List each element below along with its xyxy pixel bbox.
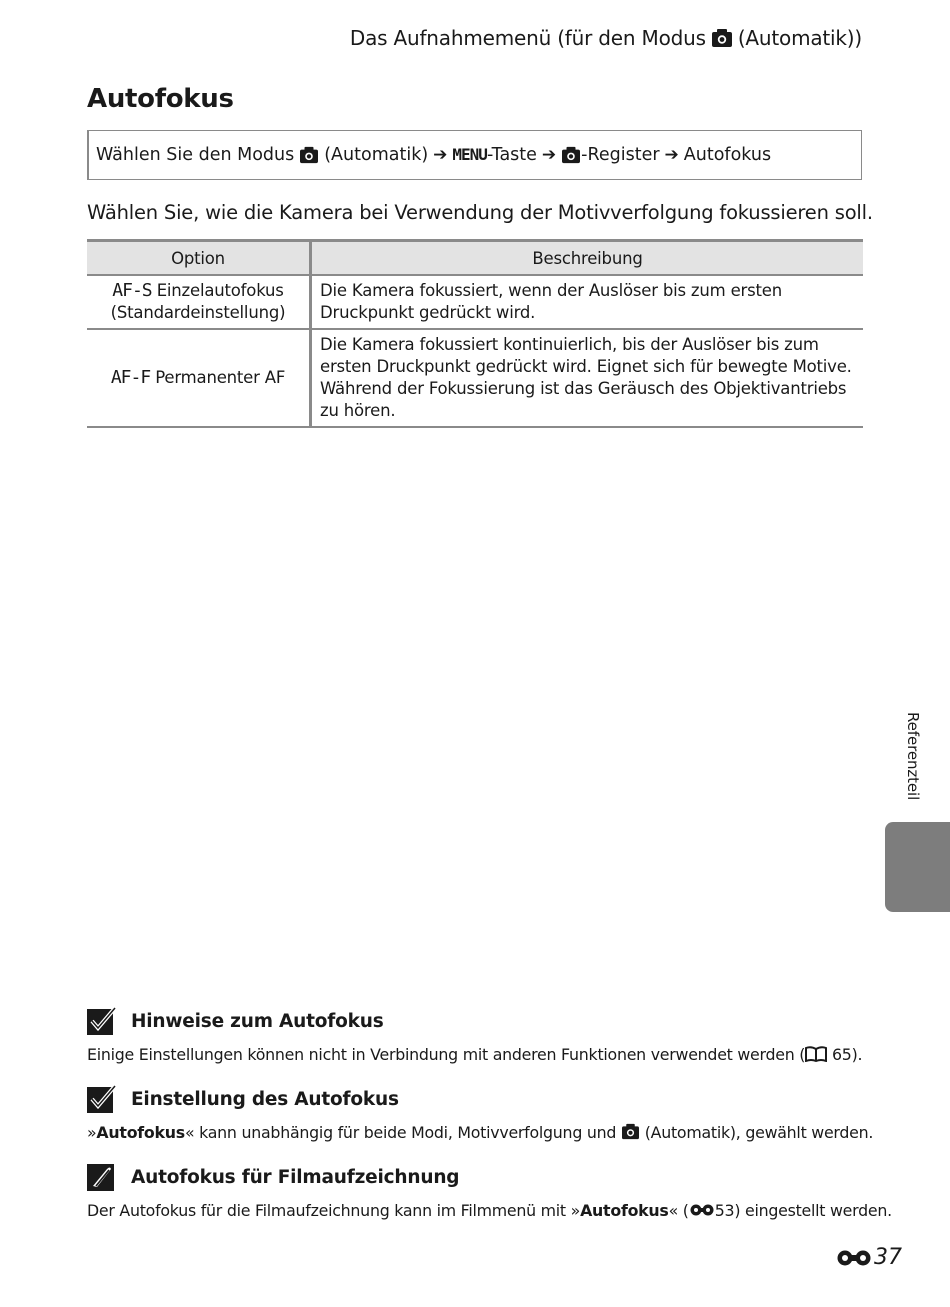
header-title-prefix: Das Aufnahmemenü (für den Modus (349, 26, 706, 50)
option-cell (87, 329, 311, 427)
check-icon (87, 1007, 117, 1035)
column-header-description: Beschreibung (311, 241, 864, 276)
intro-text: Wählen Sie, wie die Kamera bei Verwendung der Motivverfolgung fokussieren soll. (87, 201, 873, 224)
option-name: Einzelautofokus (156, 281, 284, 300)
column-header-option: Option (87, 241, 311, 276)
book-icon (805, 1046, 827, 1062)
note-text: ). (851, 1045, 863, 1064)
af-f-icon: AF-F (110, 367, 151, 388)
note-text: Der Autofokus für die Filmaufzeichnung kann im Filmmenü mit » (87, 1201, 581, 1220)
note-text: « kann unabhängig für beide Modi, Motivverfolgung und (184, 1123, 617, 1142)
camera-icon (711, 28, 733, 48)
page-reference: 65 (831, 1045, 852, 1064)
note-bold-term: Autofokus (96, 1123, 185, 1142)
option-sub: (Standardeinstellung) (110, 303, 286, 322)
arrow-right-icon: ➔ (433, 145, 448, 165)
table-row (87, 329, 863, 427)
pencil-icon (87, 1163, 117, 1191)
menu-path-text-4: -Register (581, 145, 660, 165)
note-body (87, 1201, 892, 1220)
note-text: (Automatik), gewählt werden. (644, 1123, 874, 1142)
camera-tab-icon (561, 146, 581, 164)
af-s-icon: AF-S (112, 280, 152, 301)
check-icon (87, 1085, 117, 1113)
menu-key: MENU (452, 145, 487, 164)
arrow-right-icon: ➔ (541, 145, 557, 165)
reference-section-icon (689, 1203, 715, 1217)
note-title: Autofokus für Filmaufzeichnung (131, 1166, 460, 1188)
page-number-value: 37 (874, 1245, 902, 1270)
menu-path-text-5: Autofokus (683, 145, 772, 165)
note-title: Hinweise zum Autofokus (131, 1010, 384, 1032)
page-title: Autofokus (87, 84, 234, 114)
menu-path-box (87, 130, 862, 180)
option-name: Permanenter AF (155, 368, 286, 387)
menu-path-text-3: -Taste (486, 145, 537, 165)
menu-path-text-2: (Automatik) (324, 145, 429, 165)
reference-section-icon (836, 1249, 872, 1267)
side-tab (885, 822, 950, 912)
page-reference: 53 (714, 1201, 735, 1220)
note-title: Einstellung des Autofokus (131, 1088, 399, 1110)
header-title-suffix: (Automatik)) (737, 26, 862, 50)
arrow-right-icon: ➔ (664, 145, 679, 165)
running-header (350, 26, 862, 50)
note-autofocus-setting (87, 1085, 874, 1142)
menu-path-text-1: Wählen Sie den Modus (96, 145, 295, 165)
note-bold-term: Autofokus (580, 1201, 669, 1220)
description-cell: Die Kamera fokussiert, wenn der Auslöser bis zum ersten Druckpunkt gedrückt wird. (311, 275, 864, 329)
note-text: Einige Einstellungen können nicht in Verbindung mit anderen Funktionen verwendet werden ( (87, 1045, 806, 1064)
note-text: ) eingestellt werden. (734, 1201, 892, 1220)
description-cell: Die Kamera fokussiert kontinuierlich, bis der Auslöser bis zum ersten Druckpunkt gedrückt wird. Eignet sich für bewegte Motive. Während der Fokussierung ist das Geräusch des Objektivantriebs zu hören. (311, 329, 864, 427)
note-text: » (87, 1123, 97, 1142)
table-row (87, 275, 863, 329)
camera-icon (299, 146, 319, 164)
table-header-row (87, 241, 863, 276)
side-tab-label: Referenzteil (904, 712, 922, 801)
note-body (87, 1123, 874, 1142)
page-number (836, 1245, 902, 1270)
note-body (87, 1045, 867, 1064)
camera-icon (621, 1123, 640, 1140)
option-cell (87, 275, 311, 329)
note-movie-autofocus (87, 1163, 892, 1220)
options-table (87, 239, 863, 428)
note-autofocus-hints (87, 1007, 867, 1064)
note-text: « ( (668, 1201, 689, 1220)
